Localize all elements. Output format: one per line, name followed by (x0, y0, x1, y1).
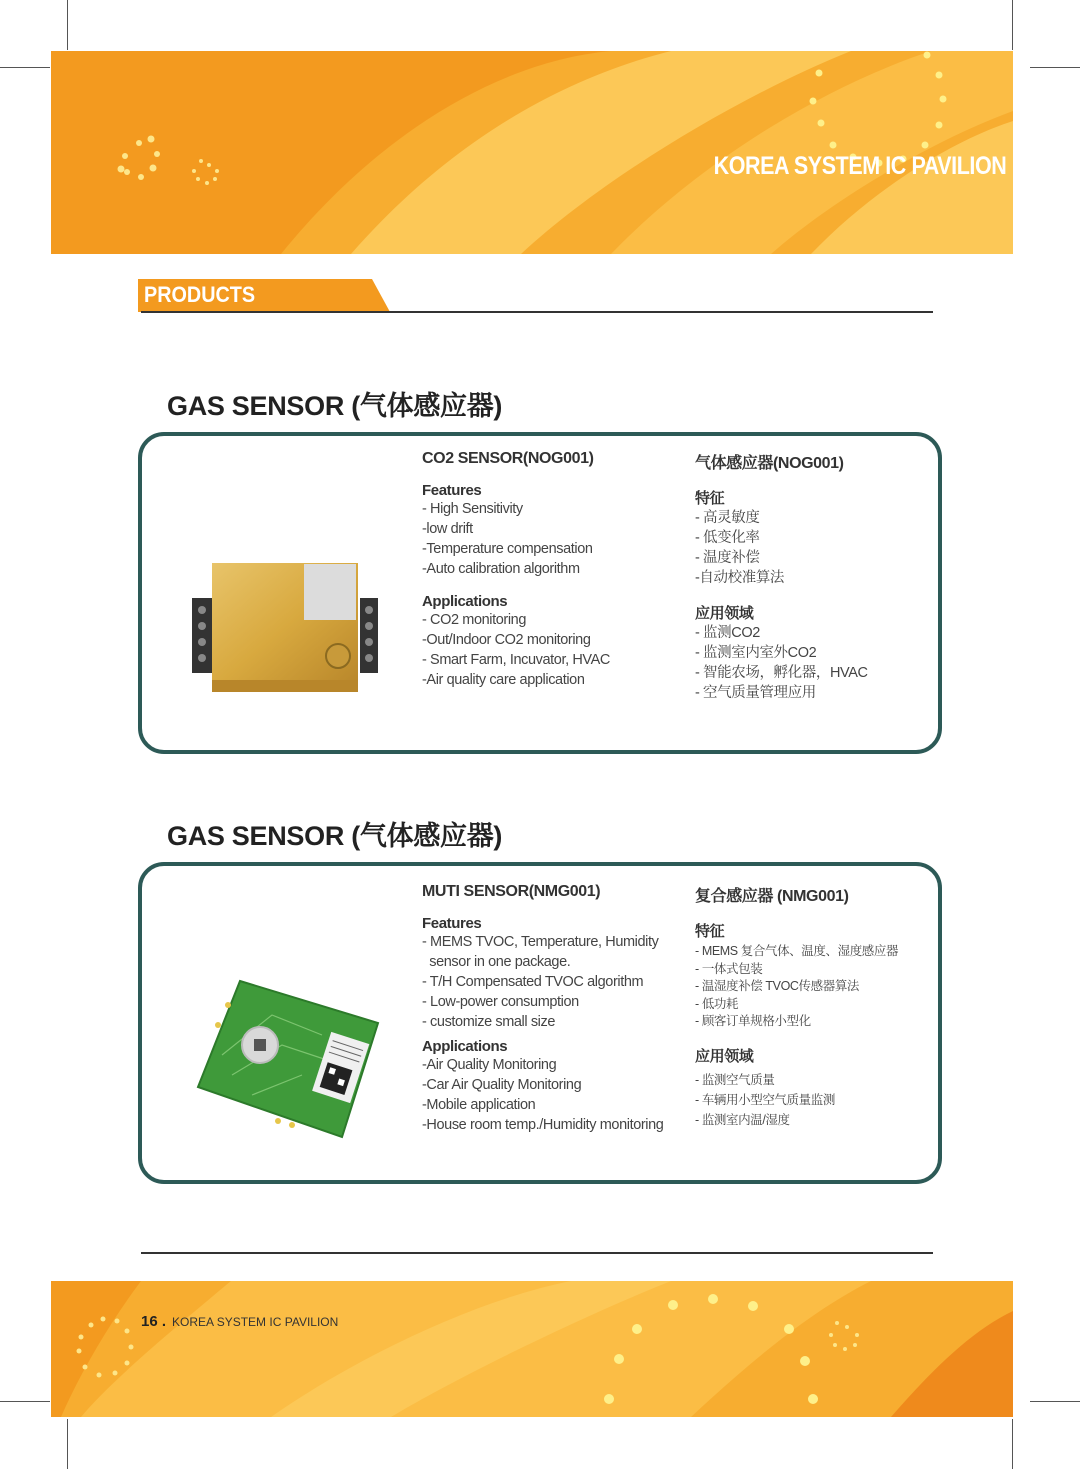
features-label: 特征 (695, 923, 725, 940)
footer-divider (141, 1252, 933, 1254)
crop-mark (1030, 67, 1080, 68)
feature-item: -low drift (422, 521, 473, 537)
crop-mark (1030, 1401, 1080, 1402)
feature-item: - 低变化率 (695, 530, 760, 546)
feature-item: - customize small size (422, 1014, 556, 1030)
crop-mark (67, 1419, 68, 1469)
products-tab-label: PRODUCTS (144, 282, 256, 307)
crop-mark (0, 1401, 50, 1402)
application-item: - 空气质量管理应用 (695, 685, 816, 701)
application-item: - Smart Farm, Incuvator, HVAC (422, 652, 610, 668)
applications-label: Applications (422, 593, 508, 610)
multi-sensor-chinese-specs (695, 883, 898, 1130)
co2-sensor-image (190, 558, 380, 698)
co2-sensor-chinese-specs (695, 450, 868, 703)
product-title: CO2 SENSOR(NOG001) (422, 450, 594, 467)
feature-item: sensor in one package. (422, 954, 571, 970)
products-tab (138, 279, 390, 312)
application-item: -Air quality care application (422, 672, 585, 688)
application-item: - CO2 monitoring (422, 612, 526, 628)
page-number: 16 . (141, 1313, 167, 1330)
application-item: - 监测空气质量 (695, 1072, 775, 1087)
applications-label: Applications (422, 1038, 508, 1055)
multi-sensor-english-specs (422, 883, 663, 1135)
application-item: -Mobile application (422, 1097, 536, 1113)
application-item: -House room temp./Humidity monitoring (422, 1117, 664, 1133)
crop-mark (1012, 0, 1013, 50)
feature-item: - MEMS TVOC, Temperature, Humidity (422, 934, 659, 950)
crop-mark (0, 67, 50, 68)
application-item: -Air Quality Monitoring (422, 1057, 557, 1073)
footer-caption (141, 1313, 338, 1330)
application-item: -Car Air Quality Monitoring (422, 1077, 582, 1093)
application-item: - 智能农场，孵化器，HVAC (695, 665, 868, 681)
feature-item: -Temperature compensation (422, 541, 593, 557)
product-title: MUTI SENSOR(NMG001) (422, 883, 601, 900)
feature-item: - 高灵敏度 (695, 510, 760, 526)
application-item: - 监测室内室外CO2 (695, 645, 817, 661)
crop-mark (1012, 1419, 1013, 1469)
feature-item: - 一体式包装 (695, 961, 763, 976)
header-title: KOREA SYSTEM IC PAVILION (713, 152, 1006, 180)
feature-item: - MEMS 复合气体、温度、湿度感应器 (695, 944, 899, 958)
header-divider (141, 311, 933, 313)
product-title: 复合感应器 (NMG001) (695, 888, 849, 905)
feature-item: - T/H Compensated TVOC algorithm (422, 974, 644, 990)
section-title-gas-sensor-2: GAS SENSOR (气体感应器) (167, 821, 503, 851)
applications-label: 应用领域 (695, 1047, 754, 1065)
product-title: 气体感应器(NOG001) (695, 455, 844, 472)
features-label: Features (422, 482, 482, 499)
feature-item: - 温湿度补偿 TVOC传感器算法 (695, 979, 860, 993)
feature-item: - 顾客订单规格小型化 (695, 1014, 811, 1028)
application-item: -Out/Indoor CO2 monitoring (422, 632, 591, 648)
footer-title: KOREA SYSTEM IC PAVILION (172, 1315, 339, 1329)
features-label: Features (422, 915, 482, 932)
application-item: - 车辆用小型空气质量监测 (695, 1092, 835, 1107)
application-item: - 监测CO2 (695, 625, 760, 641)
feature-item: - High Sensitivity (422, 501, 523, 517)
feature-item: -自动校准算法 (695, 570, 785, 586)
section-title-gas-sensor-1: GAS SENSOR (气体感应器) (167, 391, 503, 421)
feature-item: - Low-power consumption (422, 994, 579, 1010)
feature-item: - 温度补偿 (695, 550, 760, 566)
footer-banner (51, 1281, 1013, 1417)
multi-sensor-image (192, 975, 382, 1145)
feature-item: -Auto calibration algorithm (422, 561, 580, 577)
feature-item: - 低功耗 (695, 996, 739, 1011)
application-item: - 监测室内温/湿度 (695, 1112, 790, 1127)
co2-sensor-english-specs (422, 450, 610, 690)
features-label: 特征 (695, 490, 725, 507)
applications-label: 应用领域 (695, 605, 754, 622)
crop-mark (67, 0, 68, 50)
